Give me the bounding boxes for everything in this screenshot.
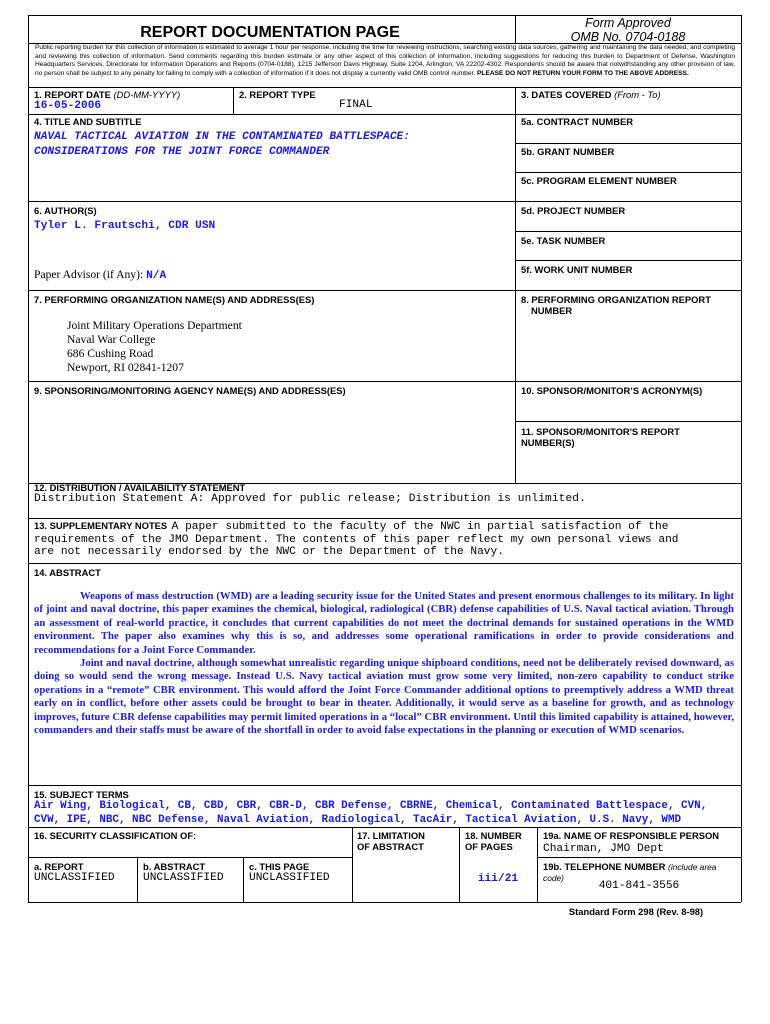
subject-terms-line-2: CVW, IPE, NBC, NBC Defense, Naval Aviation, Radiological, TacAir, Tactical Aviation, U.S. Navy, WMD bbox=[34, 814, 682, 826]
field-11-label: 11. SPONSOR/MONITOR'S REPORT NUMBER(S) bbox=[521, 426, 680, 448]
org-line: 686 Cushing Road bbox=[67, 347, 154, 360]
burden-notice-text: Public reporting burden for this collection of information is estimated to average 1 hour per response, including the time for reviewing instructions, searching existing data sources, gathering and maintaining the data needed, and completing and reviewing this collection of information. Send comments regarding this burden estimate or any other aspect of this collection of information, including suggestions for reducing this burden to Department of Defense, Washington Headquarters Services, Directorate for Information Operations and Reports (0704-0188), 1215 Jefferson Davis Highway, Suite 1204, Arlington, VA 22202-4302. Respondents should be aware that notwithstanding any other provision of law, no person shall be subject to any penalty for failing to comply with a collection of information if it does not display a currently valid OMB control number. bbox=[35, 44, 735, 77]
advisor-label: Paper Advisor (if Any): bbox=[34, 268, 144, 281]
report-classification: UNCLASSIFIED bbox=[34, 872, 115, 884]
field-6-label: 6. AUTHOR(S) bbox=[34, 205, 97, 216]
field-16a-label: a. REPORT bbox=[34, 861, 84, 872]
field-19a-label: 19a. NAME OF RESPONSIBLE PERSON bbox=[543, 830, 720, 841]
field-16-label: 16. SECURITY CLASSIFICATION OF: bbox=[34, 830, 197, 841]
abstract-text bbox=[34, 590, 734, 737]
org-line: Newport, RI 02841-1207 bbox=[67, 361, 184, 374]
field-16b-label: b. ABSTRACT bbox=[143, 861, 206, 872]
distribution-value: Distribution Statement A: Approved for public release; Distribution is unlimited. bbox=[34, 493, 586, 505]
field-8-label: 8. PERFORMING ORGANIZATION REPORT NUMBER bbox=[521, 294, 711, 316]
page-title: REPORT DOCUMENTATION PAGE bbox=[140, 24, 400, 41]
field-13-label: 13. SUPPLEMENTARY NOTES bbox=[34, 520, 168, 531]
abstract-classification: UNCLASSIFIED bbox=[143, 872, 224, 884]
field-18-label: 18. NUMBER OF PAGES bbox=[465, 830, 522, 852]
advisor-line bbox=[34, 268, 166, 283]
report-type-value: FINAL bbox=[339, 99, 373, 111]
field-5e-label: 5e. TASK NUMBER bbox=[521, 235, 606, 246]
form-footer: Standard Form 298 (Rev. 8-98) bbox=[568, 906, 704, 917]
field-12-label: 12. DISTRIBUTION / AVAILABILITY STATEMENT bbox=[34, 482, 246, 493]
page-classification: UNCLASSIFIED bbox=[249, 872, 330, 884]
burden-notice bbox=[35, 44, 735, 78]
telephone-value: 401-841-3556 bbox=[598, 880, 680, 892]
field-17-label: 17. LIMITATION OF ABSTRACT bbox=[357, 830, 425, 852]
number-of-pages-value: iii/21 bbox=[477, 873, 519, 885]
field-4-label: 4. TITLE AND SUBTITLE bbox=[34, 116, 142, 127]
field-10-label: 10. SPONSOR/MONITOR’S ACRONYM(S) bbox=[521, 385, 703, 396]
burden-notice-bold: PLEASE DO NOT RETURN YOUR FORM TO THE ABOVE ADDRESS. bbox=[477, 69, 689, 77]
field-15-label: 15. SUBJECT TERMS bbox=[34, 789, 129, 800]
field-5a-label: 5a. CONTRACT NUMBER bbox=[521, 116, 633, 127]
field-5d-label: 5d. PROJECT NUMBER bbox=[521, 205, 626, 216]
title-line-1: NAVAL TACTICAL AVIATION IN THE CONTAMINATED BATTLESPACE: bbox=[34, 131, 410, 143]
org-address bbox=[67, 319, 242, 375]
field-2-label: 2. REPORT TYPE bbox=[239, 89, 316, 100]
notes-line-3: are not necessarily endorsed by the NWC or the Department of the Navy. bbox=[34, 546, 504, 558]
author-value: Tyler L. Frautschi, CDR USN bbox=[34, 220, 216, 232]
field-16c-label: c. THIS PAGE bbox=[249, 861, 310, 872]
report-date-value: 16-05-2006 bbox=[34, 100, 102, 112]
abstract-paragraph-2: Joint and naval doctrine, although somewhat unrealistic regarding unique shipboard conditions, need not be deliberately revised downward, as doing so would send the wrong message. Instead U.S. Navy tactical aviation must grow some very limited, non-zero capability to conduct strike operations in a “remote” CBR environment. This would afford the Joint Force Commander additional options to preemptively address a WMD threat early on in conflict, before other assets could be brought to bear in theater. Additionally, it would serve as a baseline for growth, and as technology improves, future CBR defense capabilities may permit limited operations in a “local” CBR environment. Until this limited capability is attained, however, commanders and their staffs must be aware of the shortfall in order to avoid false expectations in the planning or execution of WMD scenarios. bbox=[34, 657, 734, 737]
title-line-2: CONSIDERATIONS FOR THE JOINT FORCE COMMANDER bbox=[34, 146, 330, 158]
field-5c-label: 5c. PROGRAM ELEMENT NUMBER bbox=[521, 175, 677, 186]
notes-line-2: requirements of the JMO Department. The contents of this paper reflect my own personal views and bbox=[34, 533, 679, 546]
field-5b-label: 5b. GRANT NUMBER bbox=[521, 146, 615, 157]
subject-terms-line-1: Air Wing, Biological, CB, CBD, CBR, CBR-D, CBR Defense, CBRNE, Chemical, Contaminated Battlespace, CVN, bbox=[34, 800, 708, 812]
field-14-label: 14. ABSTRACT bbox=[34, 567, 101, 578]
advisor-value: N/A bbox=[146, 270, 167, 282]
field-19b-label: 19b. TELEPHONE NUMBER (include area code) bbox=[543, 861, 717, 883]
abstract-paragraph-1: Weapons of mass destruction (WMD) are a leading security issue for the United States and present enormous challenges to its military. In light of joint and naval doctrine, this paper examines the chemical, biological, radiological (CBR) defense capabilities of U.S. Naval tactical aviation. Through an assessment of real-world practice, it concludes that current capabilities do not meet the doctrinal demands for sustained operations in the WMD environment. The paper also examines why this is so, and addresses some operational ramifications in order to provide considerations and recommendations for a Joint Force Commander. bbox=[34, 590, 734, 656]
supplementary-notes bbox=[34, 519, 739, 559]
field-5f-label: 5f. WORK UNIT NUMBER bbox=[521, 264, 633, 275]
org-line: Joint Military Operations Department bbox=[67, 319, 242, 332]
responsible-person-value: Chairman, JMO Dept bbox=[543, 843, 664, 855]
field-9-label: 9. SPONSORING/MONITORING AGENCY NAME(S) AND ADDRESS(ES) bbox=[34, 385, 346, 396]
field-7-label: 7. PERFORMING ORGANIZATION NAME(S) AND ADDRESS(ES) bbox=[34, 294, 315, 305]
org-line: Naval War College bbox=[67, 333, 156, 346]
field-1-label: 1. REPORT DATE (DD-MM-YYYY) bbox=[34, 89, 181, 100]
notes-line-1: A paper submitted to the faculty of the NWC in partial satisfaction of the bbox=[171, 521, 669, 533]
form-approved-label: Form Approved bbox=[585, 16, 671, 30]
field-3-label: 3. DATES COVERED (From - To) bbox=[521, 89, 661, 100]
omb-number: OMB No. 0704-0188 bbox=[570, 30, 686, 44]
